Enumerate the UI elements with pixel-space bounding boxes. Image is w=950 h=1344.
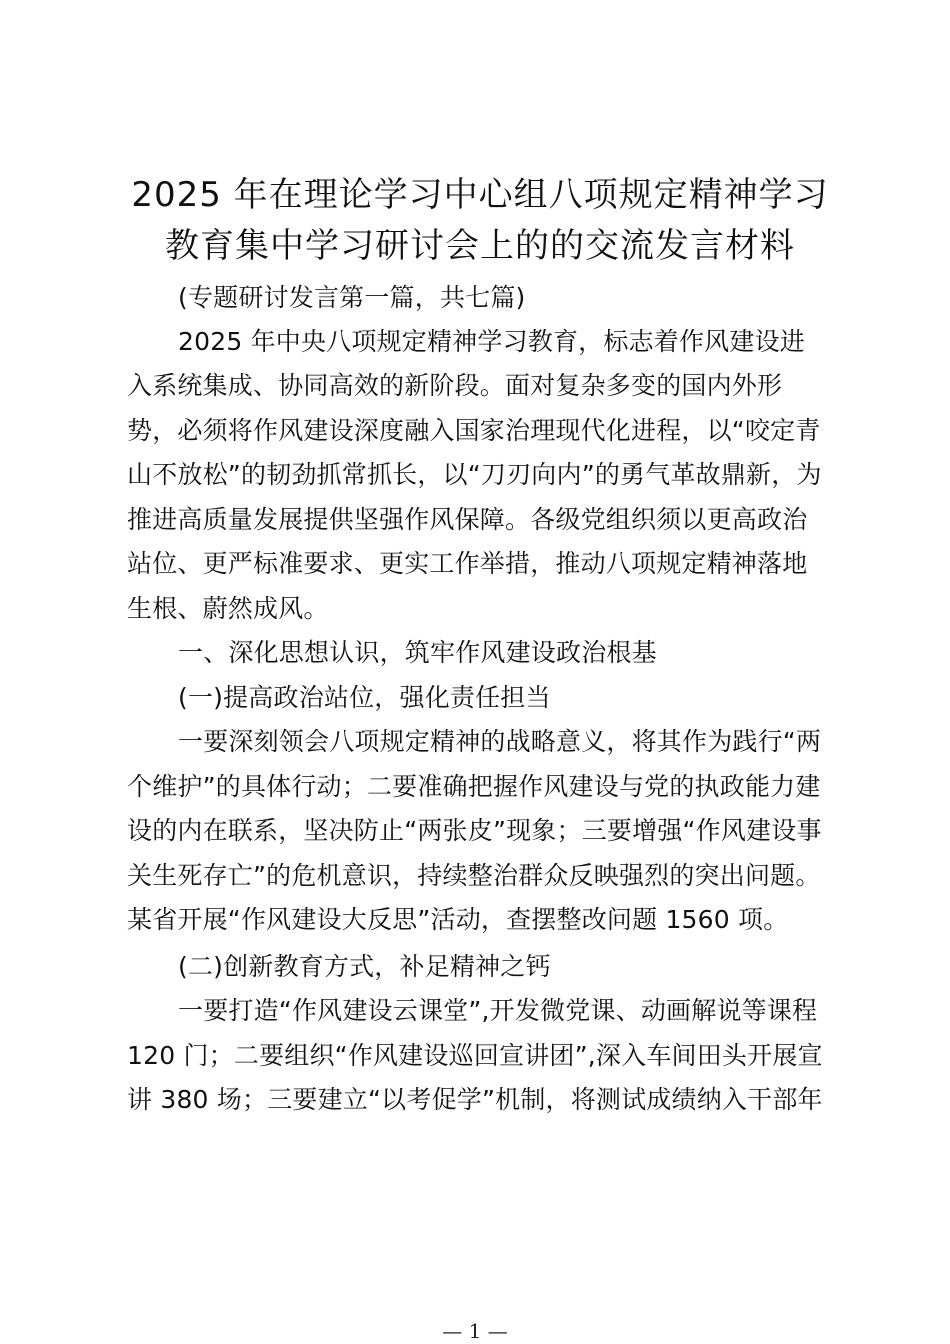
document-title-line-1: 2025 年在理论学习中心组八项规定精神学习 xyxy=(131,175,829,215)
intro-line-4: 山不放松”的韧劲抓常抓长，以“刀刃向内”的勇气革故鼎新，为 xyxy=(127,460,822,489)
subsection-2-heading: (二)创新教育方式，补足精神之钙 xyxy=(178,952,551,981)
intro-line-2: 入系统集成、协同高效的新阶段。面对复杂多变的国内外形 xyxy=(127,371,783,400)
subsection-1-heading: (一)提高政治站位，强化责任担当 xyxy=(178,683,551,712)
intro-line-1: 2025 年中央八项规定精神学习教育，标志着作风建设进 xyxy=(178,327,805,356)
subsection-1-line-4: 关生死存亡”的危机意识，持续整治群众反映强烈的突出问题。 xyxy=(127,861,821,890)
subsection-2-line-1: 一要打造“作风建设云课堂”,开发微党课、动画解说等课程 xyxy=(178,996,818,1025)
subsection-1-line-5: 某省开展“作风建设大反思”活动，查摆整改问题 1560 项。 xyxy=(127,905,789,934)
document-title-line-2: 教育集中学习研讨会上的的交流发言材料 xyxy=(165,226,795,266)
intro-line-5: 推进高质量发展提供坚强作风保障。各级党组织须以更高政治 xyxy=(127,505,808,534)
intro-line-3: 势，必须将作风建设深度融入国家治理现代化进程，以“咬定青 xyxy=(127,416,821,445)
intro-line-7: 生根、蔚然成风。 xyxy=(127,594,329,623)
subsection-2-line-2: 120 门；二要组织“作风建设巡回宣讲团”,深入车间田头开展宣 xyxy=(127,1041,823,1070)
subsection-1-line-3: 设的内在联系，坚决防止“两张皮”现象；三要增强“作风建设事 xyxy=(127,816,822,845)
intro-line-6: 站位、更严标准要求、更实工作举措，推动八项规定精神落地 xyxy=(127,549,808,578)
subsection-1-line-1: 一要深刻领会八项规定精神的战略意义，将其作为践行“两 xyxy=(178,727,822,756)
page-number: — 1 — xyxy=(442,1319,508,1343)
document-subtitle: (专题研讨发言第一篇，共七篇) xyxy=(178,283,526,312)
section-1-heading: 一、深化思想认识，筑牢作风建设政治根基 xyxy=(178,638,657,667)
subsection-2-line-3: 讲 380 场；三要建立“以考促学”机制，将测试成绩纳入干部年 xyxy=(127,1085,823,1114)
subsection-1-line-2: 个维护”的具体行动；二要准确把握作风建设与党的执政能力建 xyxy=(127,772,821,801)
